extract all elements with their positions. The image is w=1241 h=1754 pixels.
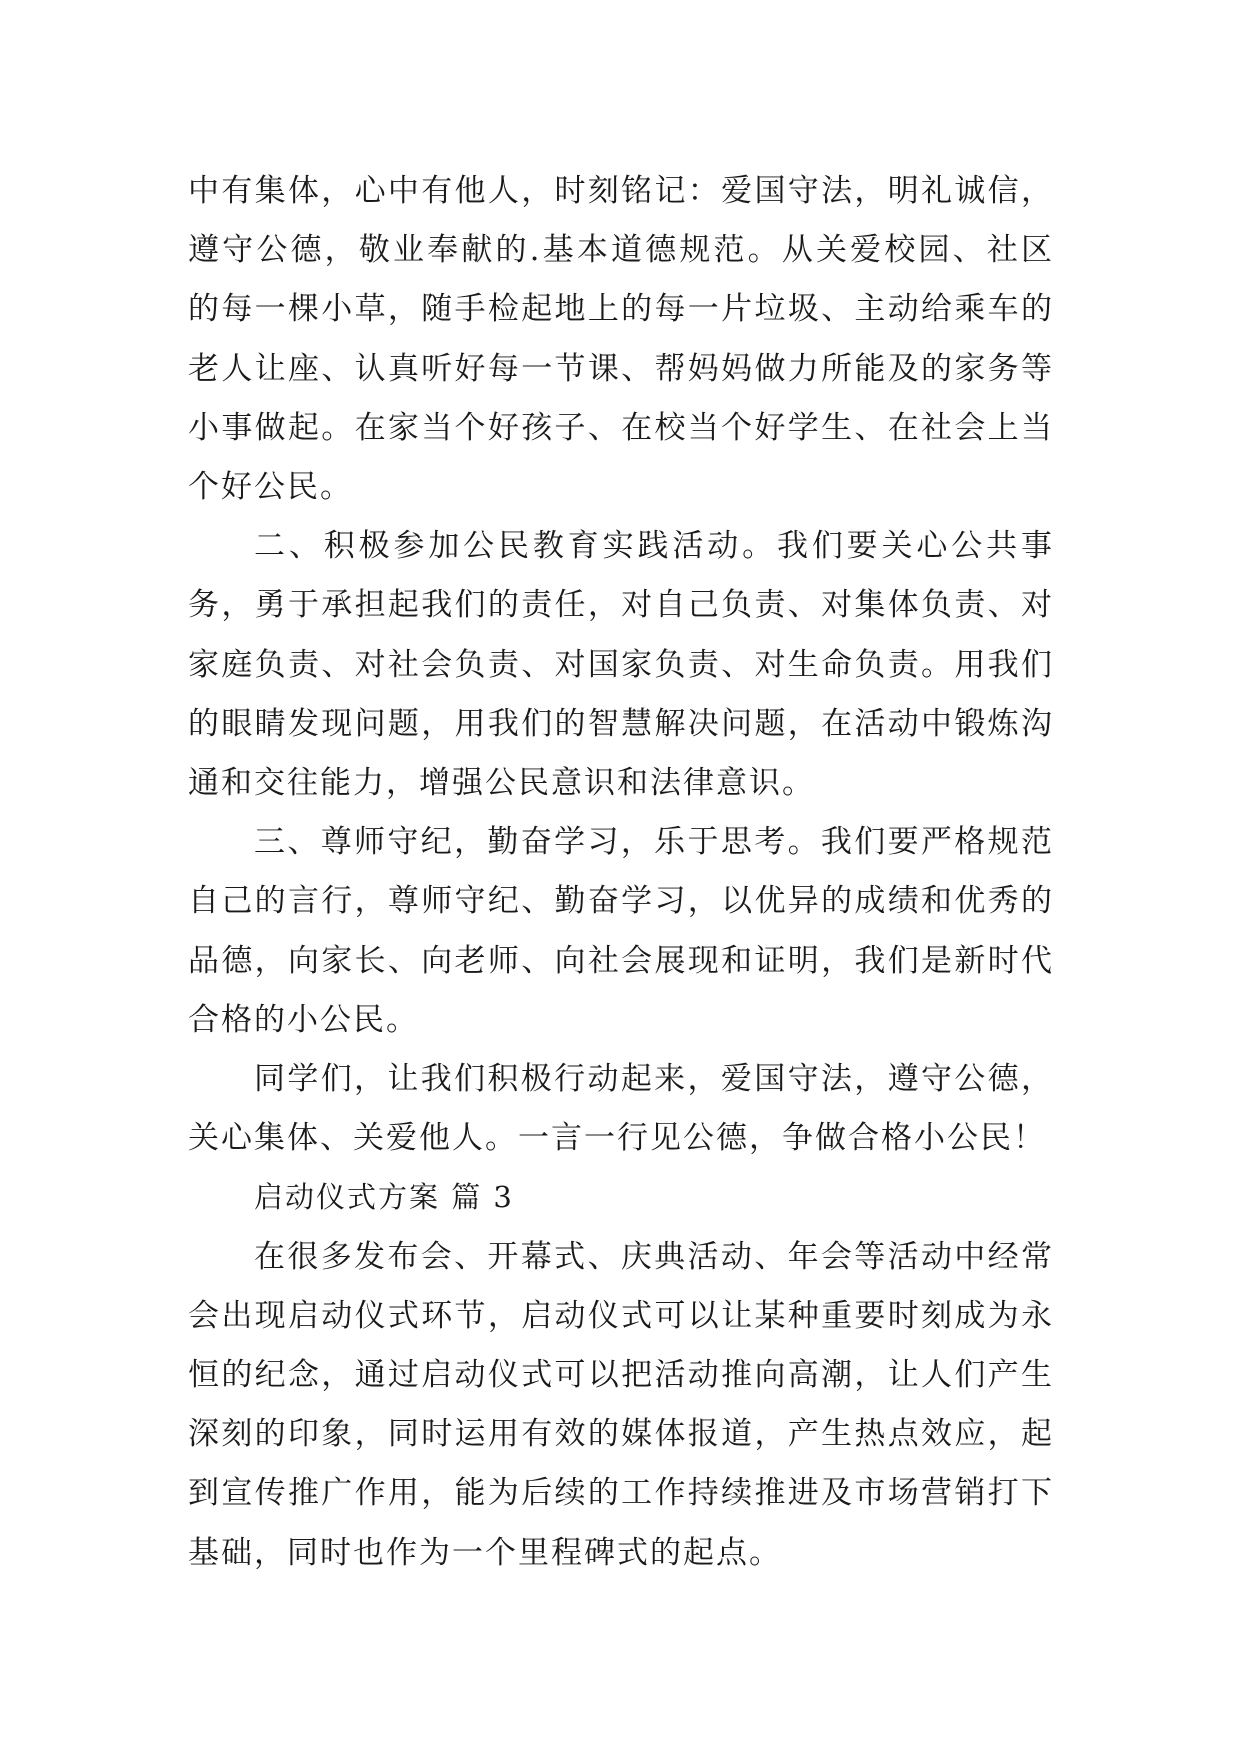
paragraph-closing-appeal: 同学们，让我们积极行动起来，爱国守法，遵守公德，关心集体、关爱他人。一言一行见公德，争做合格小公民！	[188, 1061, 1054, 1157]
paragraph-continuation: 中有集体，心中有他人，时刻铭记：爱国守法，明礼诚信，遵守公德，敬业奉献的.基本道德规范。从关爱校园、社区的每一棵小草，随手检起地上的每一片垃圾、主动给乘车的老人让座、认真听好每一节课、帮妈妈做力所能及的家务等小事做起。在家当个好孩子、在校当个好学生、在社会上当个好公民。	[188, 173, 1054, 506]
section-heading: 启动仪式方案 篇 3	[254, 1180, 514, 1215]
paragraph-section-intro: 在很多发布会、开幕式、庆典活动、年会等活动中经常会出现启动仪式环节，启动仪式可以让某种重要时刻成为永恒的纪念，通过启动仪式可以把活动推向高潮，让人们产生深刻的印象，同时运用有效的媒体报道，产生热点效应，起到宣传推广作用，能为后续的工作持续推进及市场营销打下基础，同时也作为一个里程碑式的起点。	[188, 1238, 1054, 1571]
paragraph-point-three: 三、尊师守纪，勤奋学习，乐于思考。我们要严格规范自己的言行，尊师守纪、勤奋学习，以优异的成绩和优秀的品德，向家长、向老师、向社会展现和证明，我们是新时代合格的小公民。	[188, 824, 1054, 1038]
paragraph-point-two: 二、积极参加公民教育实践活动。我们要关心公共事务，勇于承担起我们的责任，对自己负责、对集体负责、对家庭负责、对社会负责、对国家负责、对生命负责。用我们的眼睛发现问题，用我们的智慧解决问题，在活动中锻炼沟通和交往能力，增强公民意识和法律意识。	[188, 528, 1054, 802]
document-body	[188, 162, 1054, 1583]
